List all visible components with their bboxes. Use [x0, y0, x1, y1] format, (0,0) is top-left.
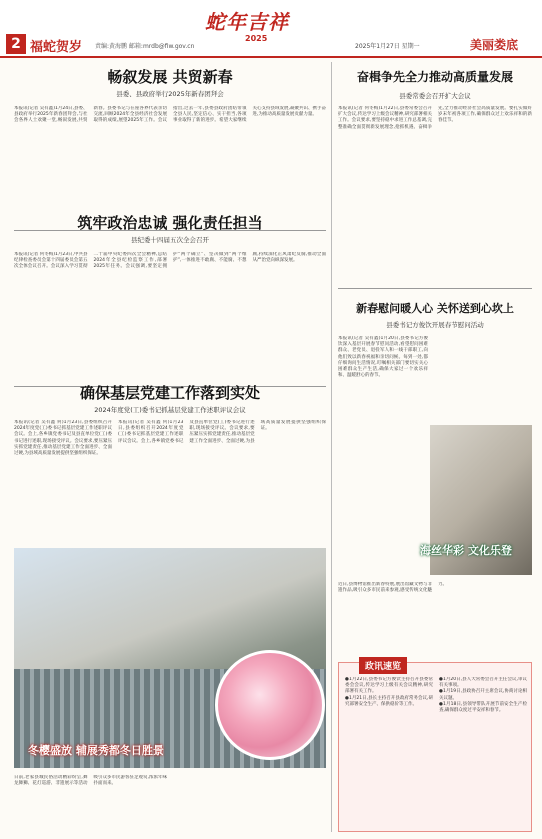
article-body: 本报讯(记者 吴有鑫)1月20日,县委书记方俊饮深入基层开展春节慰问活动,看望慰问困难群众、老党员、退役军人和一线干部职工,向他们致以新春祝福和亲切问候。每到一处,都仔细询问生活情况,叮嘱相关部门要切实关心困难群众生产生活,确保大家过一个欢乐祥和、温暖舒心的春节。 [338, 336, 428, 379]
brief-list [345, 677, 527, 827]
article-discipline-meeting [14, 212, 326, 391]
museum-caption: 海丝华彩 文化乐登 [420, 544, 512, 557]
article-subtitle: 县委常委会召开扩大会议 [399, 92, 471, 100]
brief-item: ●1月20日,县人大常委会召开主任会议,审议有关事项。 [439, 677, 527, 689]
article-title: 筑牢政治忠诚 强化责任担当 [77, 214, 263, 232]
article-title: 畅叙发展 共贸新春 [107, 68, 233, 86]
column-divider [331, 62, 332, 832]
brief-item: ●1月18日,县领导带队开展节前安全生产检查,确保群众度过平安祥和春节。 [439, 701, 527, 714]
cherry-blossom-inset [215, 650, 325, 760]
issue-date: 2025年1月27日 星期一 [355, 43, 420, 50]
article-body-col1: 本报讯(记者 吴有鑫 何)1月23日,县委组织召开2024年度党(工)委书记抓基层党建工作述职评议会议。会上,各乡镇党委书记及县直单位党(工)委书记进行述职,现场接受评议。会议要求,要压紧压实抓党建责任,推动基层党建工作全面进步、全面过硬,为县域高质量发展提供坚强组织保证。 [14, 420, 112, 457]
brief-title: 政讯速览 [359, 657, 407, 674]
article-subtitle: 县委、县政府举行2025年新春团拜会 [116, 90, 224, 98]
snake-year-logo: 蛇年吉祥 [205, 10, 289, 34]
editor-info: 责编:黄海鹏 邮箱:mrdb@fiw.gov.cn [95, 43, 195, 50]
article-festival-visit [338, 300, 532, 329]
article-body: 本报讯(记者 何冬梅)1月22日,县委常委会召开扩大会议,传达学习上级会议精神,研究部署相关工作。会议要求,要坚持稳中求进工作总基调,完整准确全面贯彻新发展理念,抢抓机遇、奋楫争先,全力推动经济社会高质量发展。要扎实做好岁末年初各项工作,确保群众过上欢乐祥和的新春佳节。 [338, 106, 532, 130]
news-brief-box [338, 662, 532, 832]
article-body-col2: 本报讯(记者 吴有鑫 何)1月23日,县委组织召开2024年度党(工)委书记抓基层党建工作述职评议会议。会上,各乡镇党委书记及县直单位党(工)委书记进行述职,现场接受评议。会议要求,要压紧压实抓党建责任,推动基层党建工作全面进步、全面过硬,为县域高质量发展提供坚强组织保证。 [118, 420, 326, 444]
article-title: 新春慰问暖人心 关怀送到心坎上 [356, 302, 514, 315]
article-body: 本报讯(记者 吴有鑫)1月24日,县委、县政府举行2025年新春团拜会,与社会各界人士欢聚一堂,畅叙发展,共贸新春。县委书记与在座各界代表亲切交流,回顾2024年全县经济社会发展取得的成绩,展望2025年工作。会议指出,过去一年,县委县政府团结带领全县人民,坚定信心、实干担当,各项事业取得了新的进步。希望大家继续关心支持县域发展,凝聚共识、携手奋进,为推动高质量发展贡献力量。 [14, 106, 326, 124]
museum-caption-text: 近日,县博物馆推出新春特展,展出馆藏文物与非遗作品,吸引众多市民前来参观,感受传统文化魅力。 [338, 582, 447, 594]
brief-item: ●1月19日,县政协召开主席会议,协商讨论相关议题。 [439, 689, 527, 701]
brief-item: ●1月21日,县长主持召开县政府常务会议,研究部署安全生产、保供稳价等工作。 [345, 695, 433, 707]
article-body: 本报讯(记者 何冬梅)1月23日,中共县纪律检查委员会第十四届委员会第五次全体会议召开。会议深入学习贯彻二十届中央纪委四次全会精神,总结2024年全县纪检监察工作,部署2025年任务。会议强调,要坚定拥护“两个确立”、坚决做到“两个维护”,一体推进不敢腐、不能腐、不想腐,持续深化正风肃纪反腐,推动全面从严治党向纵深发展。 [14, 252, 326, 270]
page-header [0, 0, 542, 58]
article-title: 奋楫争先全力推动高质量发展 [356, 70, 513, 84]
logo-year: 2025 [245, 34, 268, 43]
paper-name: 美丽娄底 [470, 38, 519, 52]
photo-caption-text: 日前,老家县城民俗活动精彩纷呈,舞龙舞狮、花灯巡游、非遗展示等活动吸引众多市民游客驻足观赏,浓浓年味扑面而来。 [14, 775, 167, 787]
page-number: 2 [6, 34, 26, 54]
photo-caption: 冬樱盛放 辅展秀都冬日胜景 [28, 744, 164, 757]
divider [338, 288, 532, 289]
brief-item: ●1月22日,县委书记方俊饮主持召开县委常委会会议,传达学习上级有关会议精神,研究部署有关工作。 [345, 677, 433, 695]
article-subtitle: 县纪委十四届五次全会召开 [131, 236, 209, 244]
article-subtitle: 县委书记方俊饮开展春节慰问活动 [386, 321, 484, 329]
section-name: 福蛇贺岁 [30, 40, 83, 55]
article-subtitle: 2024年度党(工)委书记抓基层党建工作述职评议会议 [94, 406, 246, 414]
article-title: 确保基层党建工作落到实处 [79, 384, 260, 402]
article-party-building [14, 382, 326, 414]
article-spring-gathering [14, 66, 326, 235]
article-standing-committee [338, 68, 532, 293]
